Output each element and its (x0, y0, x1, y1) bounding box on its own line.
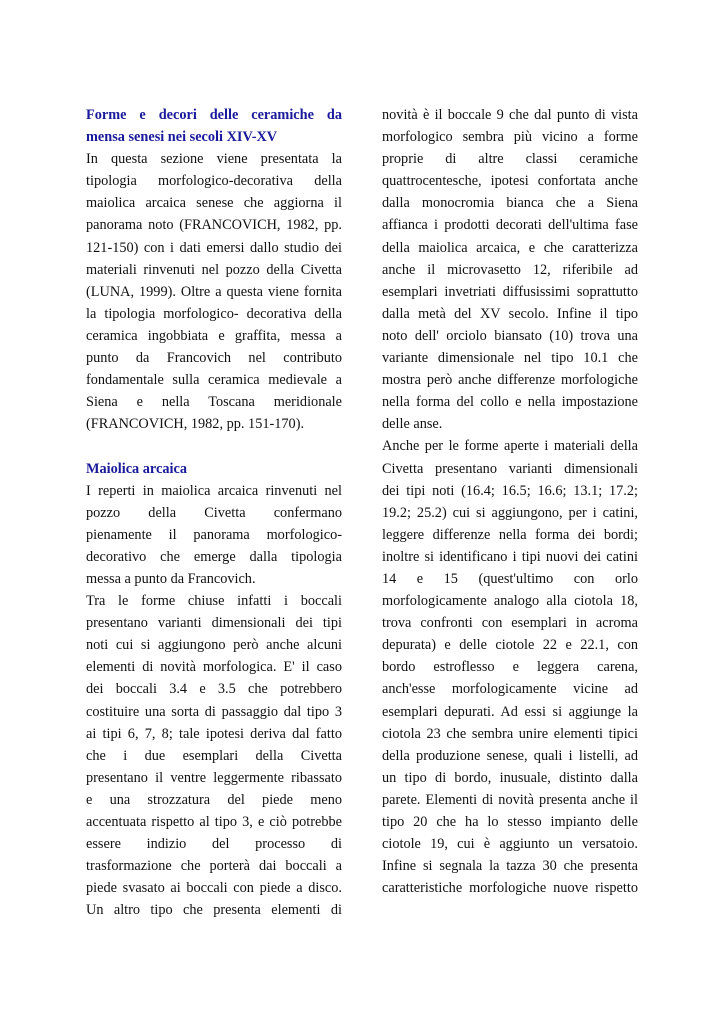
text-line: caratteristiche morfologiche nuove rispetto (382, 880, 638, 897)
text-line: 19.2; 25.2) cui si aggiungono, per i catini, (382, 504, 638, 521)
text-line: ciotola 23 che sembra unire elementi tipici (382, 725, 638, 742)
text-line: esemplari depurati. Ad essi si aggiunge la (382, 703, 638, 720)
text-line: delle anse. (382, 416, 443, 433)
body-paragraph (86, 480, 342, 922)
intro-paragraph (86, 148, 342, 435)
text-line: maiolica arcaica senese che aggiorna il (86, 195, 342, 212)
text-line: elementi di novità morfologica. E' il caso (86, 659, 342, 676)
text-line: Tra le forme chiuse infatti i boccali (86, 593, 342, 610)
text-line: trova confronti con esemplari in acroma (382, 615, 638, 632)
subsection-heading: Maiolica arcaica (86, 460, 187, 477)
text-line: (FRANCOVICH, 1982, pp. 151-170). (86, 416, 305, 433)
text-line: decorativo che emerge dalla tipologia (86, 548, 342, 565)
right-column (382, 104, 638, 899)
text-line: piede svasato ai boccali con piede a disco. (86, 880, 342, 897)
text-line: inoltre si identificano i tipi nuovi dei catini (382, 548, 638, 565)
body-paragraph (382, 104, 638, 435)
text-line: panorama noto (FRANCOVICH, 1982, pp. (86, 217, 342, 234)
text-line: 121-150) con i dati emersi dallo studio dei (86, 239, 342, 256)
text-line: morfologicamente analogo alla ciotola 18, (382, 593, 638, 610)
text-line: I reperti in maiolica arcaica rinvenuti nel (86, 482, 342, 499)
text-line: dalla monocromia bianca che a Siena (382, 195, 638, 212)
text-line: messa a punto da Francovich. (86, 570, 256, 587)
text-line: 14 e 15 (quest'ultimo con orlo (382, 570, 638, 587)
text-line: accentuata rispetto al tipo 3, e ciò potrebbe (86, 814, 342, 830)
text-line: tipo 20 che ha lo stesso impianto delle (382, 814, 638, 830)
text-line: (LUNA, 1999). Oltre a questa viene fornita (86, 283, 342, 300)
text-line: ceramica ingobbiata e graffita, messa a (86, 327, 342, 344)
text-line: Infine si segnala la tazza 30 che presenta (382, 858, 638, 875)
text-line: dalla metà del XV secolo. Infine il tipo (382, 305, 638, 322)
heading-line: mensa senesi nei secoli XIV-XV (86, 129, 278, 146)
text-line: Un altro tipo che presenta elementi di (86, 902, 342, 919)
section-heading (86, 104, 342, 148)
text-line: presentano varianti dimensionali dei tipi (86, 615, 342, 632)
text-line: depurata) e delle ciotole 22 e 22.1, con (382, 637, 638, 654)
text-line: parete. Elementi di novità presenta anche il (382, 791, 638, 808)
text-line: dei tipi noti (16.4; 16.5; 16.6; 13.1; 17.2; (382, 482, 638, 499)
text-line: della maiolica arcaica, e che caratterizza (382, 239, 638, 256)
text-line: pienamente il panorama morfologico- (86, 526, 342, 543)
text-line: novità è il boccale 9 che dal punto di vista (382, 107, 638, 123)
text-line: che i due esemplari della Civetta (86, 747, 342, 764)
text-line: trasformazione che porterà dai boccali a (86, 858, 342, 875)
text-line: ai tipi 6, 7, 8; tale ipotesi deriva dal fatto (86, 725, 342, 742)
text-line: anche il microvasetto 12, riferibile ad (382, 261, 638, 278)
left-column (86, 104, 342, 921)
text-line: quattrocentesche, ipotesi confortata anche (382, 173, 638, 190)
text-line: proprie di altre classi ceramiche (382, 151, 638, 168)
heading-line: Forme e decori delle ceramiche da (86, 107, 342, 123)
text-line: noto dell' orciolo biansato (10) trova una (382, 327, 638, 344)
text-line: punto da Francovich nel contributo (86, 350, 342, 367)
text-line: essere indizio del processo di (86, 836, 342, 853)
text-line: e una strozzatura del piede meno (86, 791, 342, 808)
text-line: variante dimensionale nel tipo 10.1 che (382, 350, 638, 367)
text-line: esemplari invetriati diffusissimi soprattutto (382, 283, 638, 300)
paragraph-gap (86, 435, 342, 457)
text-line: la tipologia morfologico- decorativa della (86, 305, 342, 322)
text-line: anch'esse morfologicamente vicine ad (382, 681, 638, 698)
text-line: dei boccali 3.4 e 3.5 che potrebbero (86, 681, 342, 698)
text-line: presentano il ventre leggermente ribassato (86, 769, 342, 786)
text-line: tipologia morfologico-decorativa della (86, 173, 342, 190)
text-line: della produzione senese, quali i listelli, ad (382, 747, 638, 764)
text-line: un tipo di bordo, inusuale, distinto dalla (382, 769, 638, 786)
text-line: Anche per le forme aperte i materiali della (382, 438, 638, 455)
text-line: bordo estroflesso e leggera carena, (382, 659, 638, 676)
body-paragraph (382, 435, 638, 899)
text-line: In questa sezione viene presentata la (86, 151, 342, 168)
text-line: Civetta presentano varianti dimensionali (382, 460, 638, 477)
text-line: affianca i prodotti decorati dell'ultima fase (382, 217, 638, 234)
text-line: pozzo della Civetta confermano (86, 504, 342, 521)
text-line: fondamentale sulla ceramica medievale a (86, 372, 342, 389)
text-line: mostra però anche differenze morfologiche (382, 372, 638, 389)
text-line: materiali rinvenuti nel pozzo della Civetta (86, 261, 342, 278)
text-line: noti cui si aggiungono però anche alcuni (86, 637, 342, 654)
text-line: leggere differenze nella forma dei bordi; (382, 526, 638, 543)
text-line: ciotole 19, cui è aggiunto un versatoio. (382, 836, 638, 853)
text-line: nella forma del collo e nella impostazione (382, 394, 638, 411)
text-line: costituire una sorta di passaggio dal tipo 3 (86, 703, 342, 720)
text-line: morfologico sembra più vicino a forme (382, 129, 638, 146)
text-line: Siena e nella Toscana meridionale (86, 394, 342, 411)
